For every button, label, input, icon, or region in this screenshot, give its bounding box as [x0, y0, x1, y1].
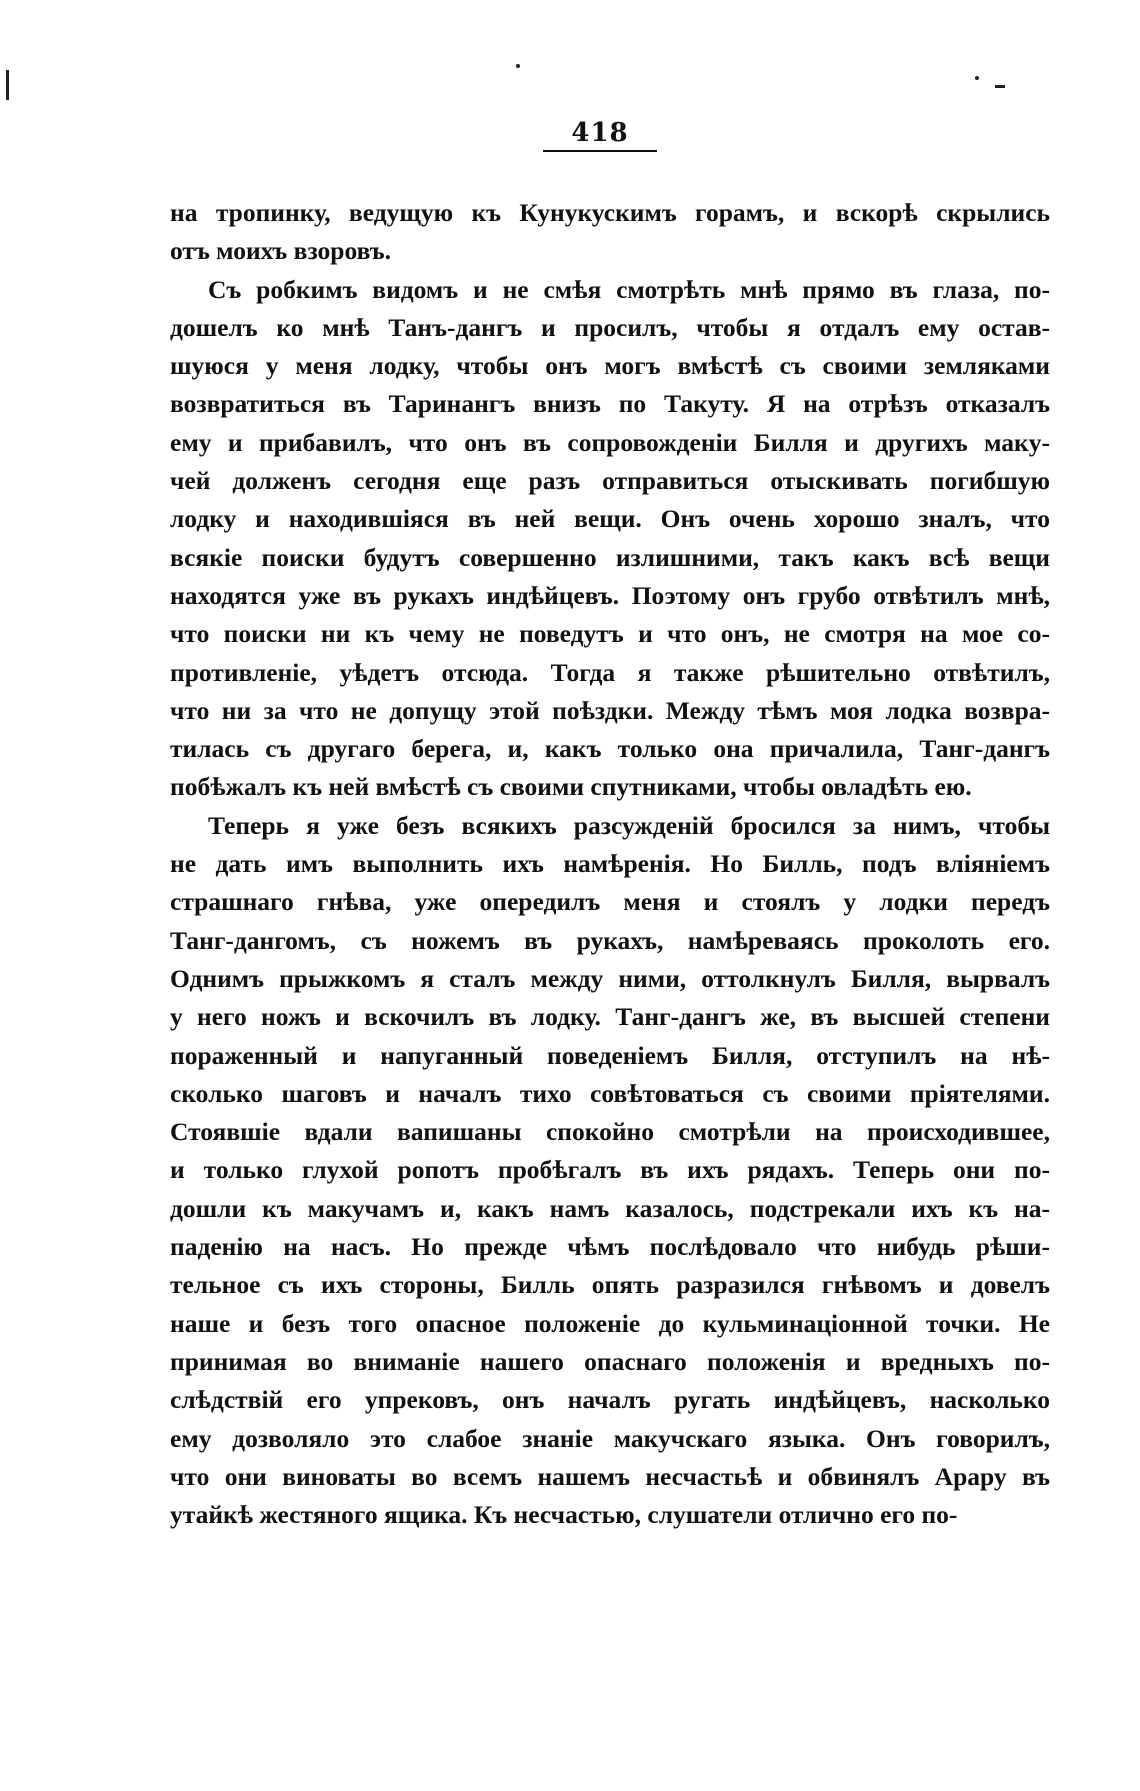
paragraph [170, 807, 1050, 1535]
text-line: тельное съ ихъ стороны, Билль опять разразился гнѣвомъ и довелъ [170, 1270, 1050, 1300]
text-line: страшнаго гнѣва, уже опередилъ меня и стоялъ у лодки передъ [170, 887, 1050, 917]
text-line: возвратиться въ Таринангъ внизъ по Такуту. Я на отрѣзъ отказалъ [170, 389, 1050, 419]
text-line: сколько шаговъ и началъ тихо совѣтоваться съ своими прiятелями. [170, 1078, 1050, 1108]
text-line: что они виноваты во всемъ нашемъ несчастьѣ и обвинялъ Арару въ [170, 1461, 1050, 1491]
scan-speck [516, 64, 520, 68]
text-line: тилась съ другаго берега, и, какъ только она причалила, Танг-дангъ [170, 734, 1050, 764]
paragraph [170, 271, 1050, 807]
text-line: Съ робкимъ видомъ и не смѣя смотрѣть мнѣ прямо въ глаза, по- [208, 274, 1050, 304]
text-line: дошелъ ко мнѣ Танъ-дангъ и просилъ, чтобы я отдалъ ему остав- [170, 312, 1050, 342]
paragraph [170, 194, 1050, 271]
text-line: противленiе, уѣдетъ отсюда. Тогда я также рѣшительно отвѣтилъ, [170, 657, 1050, 687]
text-line: что поиски ни къ чему не поведутъ и что онъ, не смотря на мое со- [170, 619, 1050, 649]
text-line: дошли къ макучамъ и, какъ намъ казалось, подстрекали ихъ къ на- [170, 1193, 1050, 1223]
text-line: ему и прибавилъ, что онъ въ сопровожденiи Билля и другихъ макy- [170, 427, 1050, 457]
text-line: паденiю на насъ. Но прежде чѣмъ послѣдовало что нибудь рѣши- [170, 1232, 1050, 1262]
text-line: шуюся у меня лодку, чтобы онъ могъ вмѣстѣ съ своими земляками [170, 351, 1050, 381]
text-line: побѣжалъ къ ней вмѣстѣ съ своими спутниками, чтобы овладѣть ею. [170, 772, 972, 802]
text-line: всякiе поиски будутъ совершенно излишними, такъ какъ всѣ вещи [170, 542, 1050, 572]
text-line: у него ножъ и вскочилъ въ лодку. Танг-дангъ же, въ высшей степени [170, 1002, 1050, 1032]
body-text [170, 194, 1050, 1534]
text-line: не дать имъ выполнить ихъ намѣренiя. Но Билль, подъ влiянiемъ [170, 849, 1050, 879]
text-line: чей долженъ сегодня еще разъ отправиться отыскивать погибшую [170, 466, 1050, 496]
text-line: ему дозволяло это слабое знанiе макучскаго языка. Онъ говорилъ, [170, 1423, 1050, 1453]
text-line: на тропинку, ведущую къ Кунукускимъ горамъ, и вскорѣ скрылись [170, 198, 1050, 227]
text-line: утайкѣ жестяного ящика. Къ несчастью, слушатели отлично его по- [170, 1500, 958, 1530]
page-number: 418 [543, 118, 656, 152]
text-line: и только глухой ропотъ пробѣгалъ въ ихъ рядахъ. Теперь они по- [170, 1155, 1050, 1185]
text-line: Однимъ прыжкомъ я сталъ между ними, оттолкнулъ Билля, вырвалъ [170, 963, 1050, 993]
text-line: Стоявшiе вдали вапишаны спокойно смотрѣли на происходившее, [170, 1117, 1050, 1147]
text-line: Танг-дангомъ, съ ножемъ въ рукахъ, намѣреваясь проколоть его. [170, 925, 1050, 955]
text-line: Теперь я уже безъ всякихъ разсужденiй бросился за нимъ, чтобы [208, 810, 1050, 840]
text-line: что ни за что не допущу этой поѣздки. Между тѣмъ моя лодка возвра- [170, 695, 1050, 725]
text-line: лодку и находившiяся въ ней вещи. Онъ очень хорошо зналъ, что [170, 504, 1050, 534]
text-line: слѣдствiй его упрековъ, онъ началъ ругать индѣйцевъ, насколько [170, 1385, 1050, 1415]
scan-edge-mark [6, 70, 9, 100]
scan-edge-mark [995, 85, 1005, 88]
text-line: находятся уже въ рукахъ индѣйцевъ. Поэтому онъ грубо отвѣтилъ мнѣ, [170, 580, 1050, 610]
text-line: наше и безъ того опасное положенiе до кульминацiонной точки. Не [170, 1308, 1050, 1338]
page-header [0, 118, 1140, 152]
scan-speck [975, 76, 979, 80]
text-line: пораженный и напуганный поведенiемъ Билля, отступилъ на нѣ- [170, 1040, 1050, 1070]
text-line: отъ моихъ взоровъ. [170, 236, 391, 266]
text-line: принимая во вниманiе нашего опаснаго положенiя и вредныхъ по- [170, 1346, 1050, 1376]
